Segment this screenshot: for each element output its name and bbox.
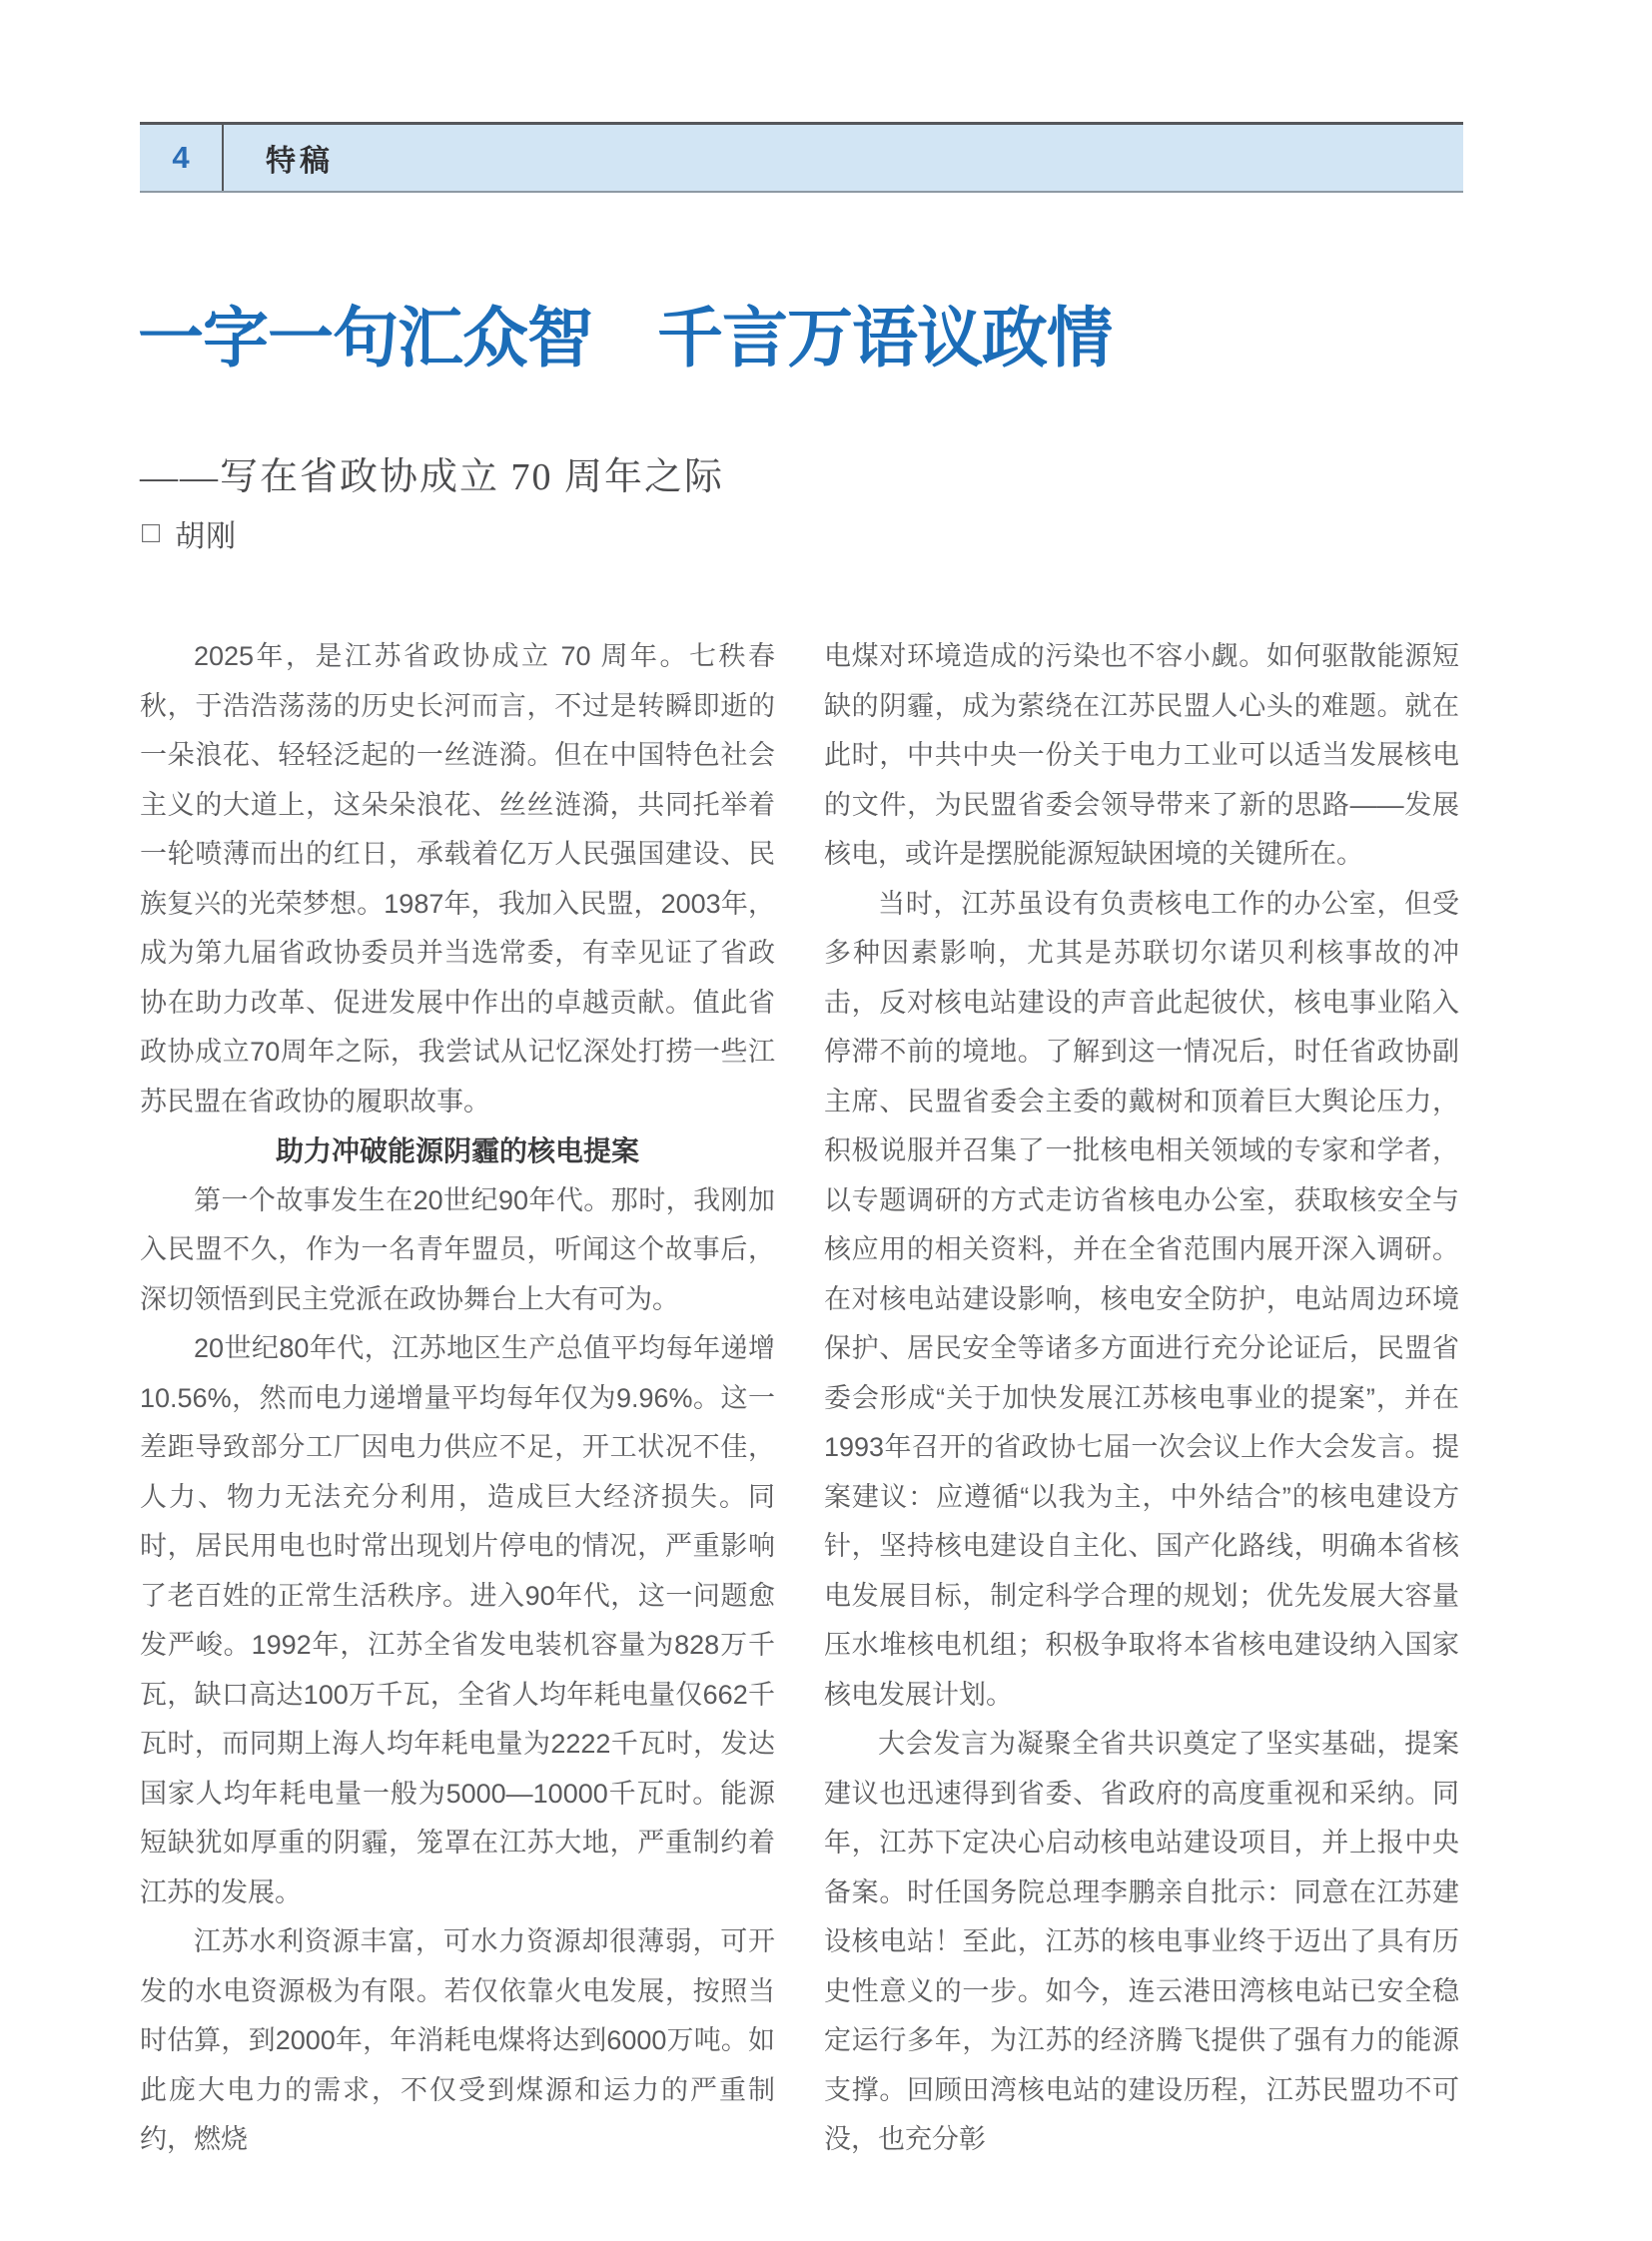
- section-heading: 助力冲破能源阴霾的核电提案: [275, 1135, 639, 1166]
- header-divider: [222, 125, 224, 191]
- article-title: 一字一句汇众智 千言万语议政情: [138, 303, 1112, 375]
- left-column: [140, 632, 775, 2165]
- byline: [142, 511, 237, 555]
- page-header-bar: [140, 122, 1463, 193]
- author-name: 胡刚: [175, 520, 238, 553]
- byline-square-marker: □: [142, 516, 162, 549]
- paragraph: 当时，江苏虽设有负责核电工作的办公室，但受多种因素影响，尤其是苏联切尔诺贝利核事故的冲击，反对核电站建设的声音此起彼伏，核电事业陷入停滞不前的境地。了解到这一情况后，时任省政协副主席、民盟省委会主委的戴树和顶着巨大舆论压力，积极说服并召集了一批核电相关领域的专家和学者，以专题调研的方式走访省核电办公室，获取核安全与核应用的相关资料，并在全省范围内展开深入调研。在对核电站建设影响，核电安全防护，电站周边环境保护、居民安全等诸多方面进行充分论证后，民盟省委会形成“关于加快发展江苏核电事业的提案”，并在1993年召开的省政协七届一次会议上作大会发言。提案建议：应遵循“以我为主，中外结合”的核电建设方针，坚持核电建设自主化、国产化路线，明确本省核电发展目标，制定科学合理的规划；优先发展大容量压水堆核电机组；积极争取将本省核电建设纳入国家核电发展计划。: [824, 888, 1459, 1710]
- paragraph: 江苏水利资源丰富，可水力资源却很薄弱，可开发的水电资源极为有限。若仅依靠火电发展，按照当时估算，到2000年，年消耗电煤将达到6000万吨。如此庞大电力的需求，不仅受到煤源和运力的严重制约，燃烧: [140, 1926, 775, 2154]
- page-number: 4: [172, 140, 190, 175]
- paragraph: 第一个故事发生在20世纪90年代。那时，我刚加入民盟不久，作为一名青年盟员，听闻这个故事后，深切领悟到民主党派在政协舞台上大有可为。: [140, 1184, 775, 1314]
- article-subtitle: ——写在省政协成立 70 周年之际: [140, 456, 725, 498]
- section-label: 特稿: [266, 145, 334, 178]
- paragraph: 2025年，是江苏省政协成立 70 周年。七秩春秋，于浩浩荡荡的历史长河而言，不过是转瞬即逝的一朵浪花、轻轻泛起的一丝涟漪。但在中国特色社会主义的大道上，这朵朵浪花、丝丝涟漪，共同托举着一轮喷薄而出的红日，承载着亿万人民强国建设、民族复兴的光荣梦想。1987年，我加入民盟，2003年，成为第九届省政协委员并当选常委，有幸见证了省政协在助力改革、促进发展中作出的卓越贡献。值此省政协成立70周年之际，我尝试从记忆深处打捞一些江苏民盟在省政协的履职故事。: [140, 641, 775, 1117]
- paragraph: 20世纪80年代，江苏地区生产总值平均每年递增10.56%，然而电力递增量平均每年仅为9.96%。这一差距导致部分工厂因电力供应不足，开工状况不佳，人力、物力无法充分利用，造成巨大经济损失。同时，居民用电也时常出现划片停电的情况，严重影响了老百姓的正常生活秩序。进入90年代，这一问题愈发严峻。1992年，江苏全省发电装机容量为828万千瓦，缺口高达100万千瓦，全省人均年耗电量仅662千瓦时，而同期上海人均年耗电量为2222千瓦时，发达国家人均年耗电量一般为5000—10000千瓦时。能源短缺犹如厚重的阴霾，笼罩在江苏大地，严重制约着江苏的发展。: [140, 1333, 775, 1907]
- paragraph: 电煤对环境造成的污染也不容小觑。如何驱散能源短缺的阴霾，成为萦绕在江苏民盟人心头的难题。就在此时，中共中央一份关于电力工业可以适当发展核电的文件，为民盟省委会领导带来了新的思路——发展核电，或许是摆脱能源短缺困境的关键所在。: [824, 641, 1459, 869]
- paragraph: 大会发言为凝聚全省共识奠定了坚实基础，提案建议也迅速得到省委、省政府的高度重视和采纳。同年，江苏下定决心启动核电站建设项目，并上报中央备案。时任国务院总理李鹏亲自批示：同意在江苏建设核电站！至此，江苏的核电事业终于迈出了具有历史性意义的一步。如今，连云港田湾核电站已安全稳定运行多年，为江苏的经济腾飞提供了强有力的能源支撑。回顾田湾核电站的建设历程，江苏民盟功不可没，也充分彰: [824, 1729, 1459, 2154]
- right-column: [824, 632, 1459, 2165]
